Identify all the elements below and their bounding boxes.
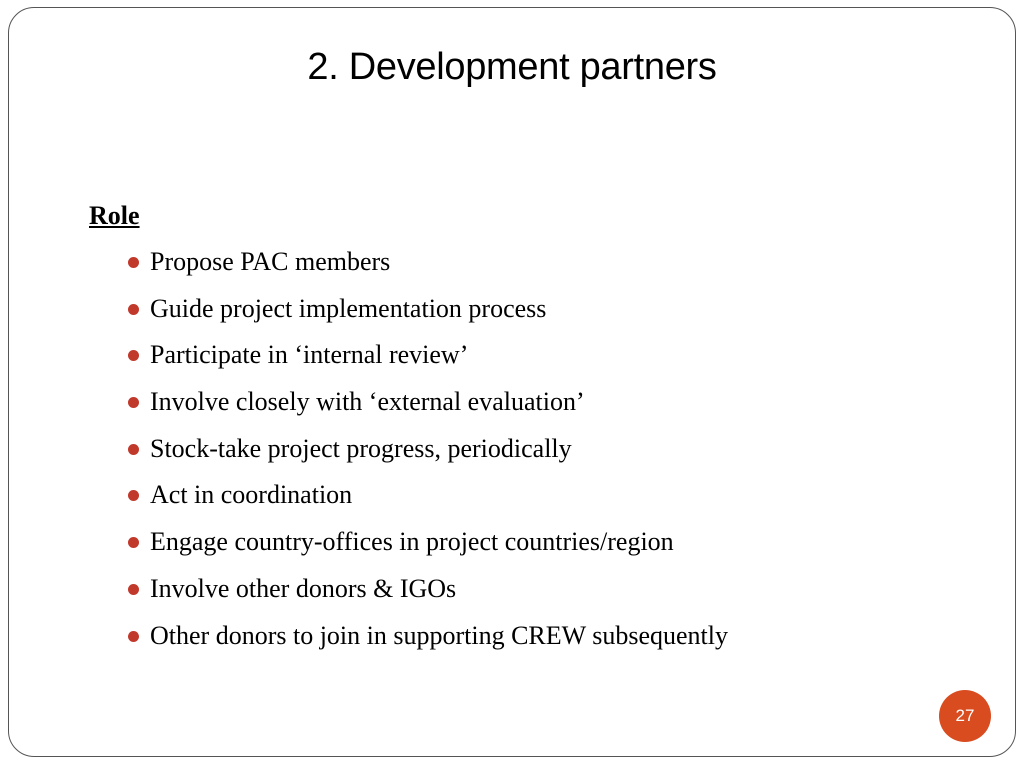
bullet-item bbox=[126, 291, 728, 327]
bullet-text: Other donors to join in supporting CREW subsequently bbox=[150, 620, 728, 650]
bullet-list bbox=[89, 244, 728, 654]
bullet-item bbox=[126, 431, 728, 467]
bullet-dot-icon bbox=[128, 397, 139, 408]
bullet-dot-icon bbox=[128, 304, 139, 315]
bullet-item bbox=[126, 571, 728, 607]
bullet-dot-icon bbox=[128, 444, 139, 455]
slide-content bbox=[89, 198, 728, 664]
bullet-item bbox=[126, 384, 728, 420]
bullet-dot-icon bbox=[128, 584, 139, 595]
page-number-badge: 27 bbox=[939, 690, 991, 742]
bullet-item bbox=[126, 244, 728, 280]
bullet-item bbox=[126, 524, 728, 560]
slide-frame bbox=[8, 7, 1016, 757]
bullet-dot-icon bbox=[128, 257, 139, 268]
bullet-dot-icon bbox=[128, 490, 139, 501]
bullet-text: Propose PAC members bbox=[150, 247, 391, 276]
bullet-text: Act in coordination bbox=[150, 480, 353, 510]
bullet-item bbox=[126, 477, 728, 513]
bullet-item bbox=[126, 618, 728, 654]
bullet-dot-icon bbox=[128, 350, 139, 361]
bullet-dot-icon bbox=[128, 631, 139, 642]
bullet-dot-icon bbox=[128, 537, 139, 548]
bullet-text: Engage country-offices in project countries/region bbox=[150, 527, 674, 557]
bullet-text: Stock-take project progress, periodically bbox=[150, 433, 572, 463]
slide-title: 2. Development partners bbox=[307, 46, 717, 88]
bullet-text: Involve other donors & IGOs bbox=[150, 573, 457, 603]
role-heading: Role bbox=[89, 201, 140, 230]
bullet-text: Involve closely with ‘external evaluation’ bbox=[150, 387, 585, 417]
bullet-text: Guide project implementation process bbox=[150, 293, 547, 323]
bullet-item bbox=[126, 337, 728, 373]
bullet-text: Participate in ‘internal review’ bbox=[150, 340, 469, 370]
